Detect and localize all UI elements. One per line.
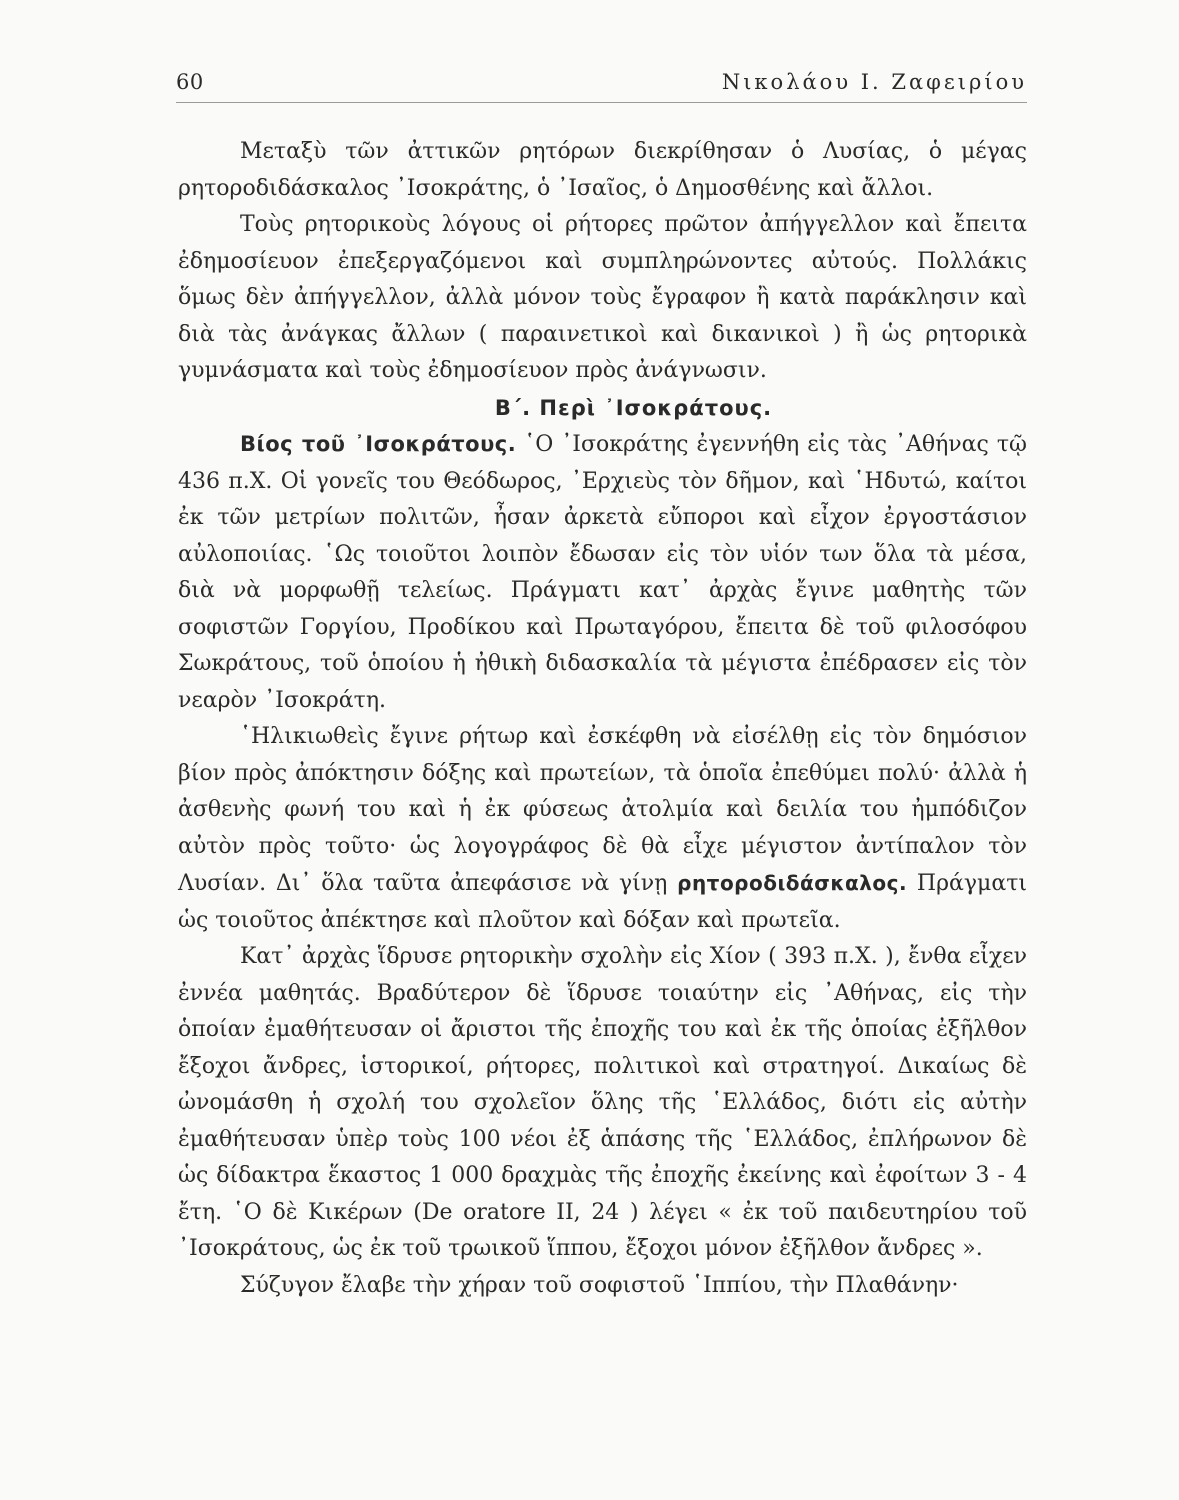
running-title: Νικολάου Ι. Ζαφειρίου bbox=[721, 70, 1027, 94]
biography-lead: Βίος τοῦ ᾿Ισοκράτους. bbox=[240, 432, 517, 456]
paragraph-biography bbox=[178, 426, 1027, 719]
career-emphasis: ρητοροδιδάσκαλος. bbox=[677, 871, 908, 895]
body-text bbox=[178, 134, 1027, 1304]
header-rule bbox=[176, 102, 1027, 103]
career-text-a: ῾Ηλικιωθεὶς ἔγινε ρήτωρ καὶ ἐσκέφθη νὰ εἰσέλθῃ εἰς τὸν δημόσιον βίον πρὸς ἀπόκτησιν δόξης καὶ πρωτείων, τὰ ὁποῖα ἐπεθύμει πολύ· ἀλλὰ ἡ ἀσθενὴς φωνή του καὶ ἡ ἐκ φύσεως ἀτολμία καὶ δειλία του ἠμπόδιζον αὐτὸν πρὸς τοῦτο· ὡς λογογράφος δὲ θὰ εἶχε μέγιστον ἀντίπαλον τὸν Λυσίαν. Δι᾿ ὅλα ταῦτα ἀπεφάσισε νὰ γίνῃ bbox=[178, 724, 1027, 896]
paragraph-orators: Μεταξὺ τῶν ἀττικῶν ρητόρων διεκρίθησαν ὁ Λυσίας, ὁ μέγας ρητοροδιδάσκαλος ᾿Ισοκράτης, ὁ ᾿Ισαῖος, ὁ Δημοσθένης καὶ ἄλλοι. bbox=[178, 139, 1027, 201]
biography-text: ῾Ο ᾿Ισοκράτης ἐγεννήθη εἰς τὰς ᾿Αθήνας τῷ 436 π.Χ. Οἱ γονεῖς του Θεόδωρος, ᾿Ερχιεὺς τὸν δῆμον, καὶ ῾Ηδυτώ, καίτοι ἐκ τῶν μετρίων πολιτῶν, ἦσαν ἀρκετὰ εὔποροι καὶ εἶχον ἐργοστάσιον αὐλοποιίας. ῾Ως τοιοῦτοι λοιπὸν ἔδωσαν εἰς τὸν υἱόν των ὅλα τὰ μέσα, διὰ νὰ μορφωθῇ τελείως. Πράγματι κατ᾿ ἀρχὰς ἔγινε μαθητὴς τῶν σοφιστῶν Γοργίου, Προδίκου καὶ Πρωταγόρου, ἔπειτα δὲ τοῦ φιλοσόφου Σωκράτους, τοῦ ὁποίου ἡ ἠθικὴ διδασκαλία τὰ μέγιστα ἐπέδρασεν εἰς τὸν νεαρὸν ᾿Ισοκράτη. bbox=[178, 432, 1027, 713]
career-text-b: Πράγματι ὡς τοιοῦτος ἀπέκτησε καὶ πλοῦτον καὶ δόξαν καὶ πρωτεῖα. bbox=[178, 871, 1027, 933]
page-number: 60 bbox=[176, 70, 204, 94]
paragraph-school: Κατ᾿ ἀρχὰς ἵδρυσε ρητορικὴν σχολὴν εἰς Χίον ( 393 π.Χ. ), ἔνθα εἶχεν ἐννέα μαθητάς. Βραδύτερον δὲ ἵδρυσε τοιαύτην εἰς ᾿Αθήνας, εἰς τὴν ὁποίαν ἐμαθήτευσαν οἱ ἄριστοι τῆς ἐποχῆς του καὶ ἐκ τῆς ὁποίας ἐξῆλθον ἔξοχοι ἄνδρες, ἱστορικοί, ρήτορες, πολιτικοὶ καὶ στρατηγοί. Δικαίως δὲ ὠνομάσθη ἡ σχολή του σχολεῖον ὅλης τῆς ῾Ελλάδος, διότι εἰς αὐτὴν ἐμαθήτευσαν ὑπὲρ τοὺς 100 νέοι ἐξ ἁπάσης τῆς ῾Ελλάδος, ἐπλήρωνον δὲ ὡς δίδακτρα ἕκαστος 1 000 δραχμὰς τῆς ἐποχῆς ἐκείνης καὶ ἐφοίτων 3 - 4 ἔτη. ῾Ο δὲ Κικέρων (De oratore II, 24 ) λέγει « ἐκ τοῦ παιδευτηρίου τοῦ ᾿Ισοκράτους, ὡς ἐκ τοῦ τρωικοῦ ἵππου, ἔξοχοι μόνον ἐξῆλθον ἄνδρες ». bbox=[178, 944, 1027, 1261]
paragraph-speeches: Τοὺς ρητορικοὺς λόγους οἱ ρήτορες πρῶτον ἀπήγγελλον καὶ ἔπειτα ἐδημοσίευον ἐπεξεργαζόμενοι καὶ συμπληρώνοντες αὐτούς. Πολλάκις ὅμως δὲν ἀπήγγελλον, ἀλλὰ μόνον τοὺς ἔγραφον ἢ κατὰ παράκλησιν καὶ διὰ τὰς ἀνάγκας ἄλλων ( παραινετικοὶ καὶ δικανικοὶ ) ἢ ὡς ρητορικὰ γυμνάσματα καὶ τοὺς ἐδημοσίευον πρὸς ἀνάγνωσιν. bbox=[178, 212, 1027, 383]
paragraph-career bbox=[178, 719, 1027, 939]
section-heading: Β΄. Περὶ ᾿Ισοκράτους. bbox=[494, 395, 773, 420]
paragraph-spouse: Σύζυγον ἔλαβε τὴν χήραν τοῦ σοφιστοῦ ῾Ιππίου, τὴν Πλαθάνην· bbox=[240, 1272, 959, 1298]
